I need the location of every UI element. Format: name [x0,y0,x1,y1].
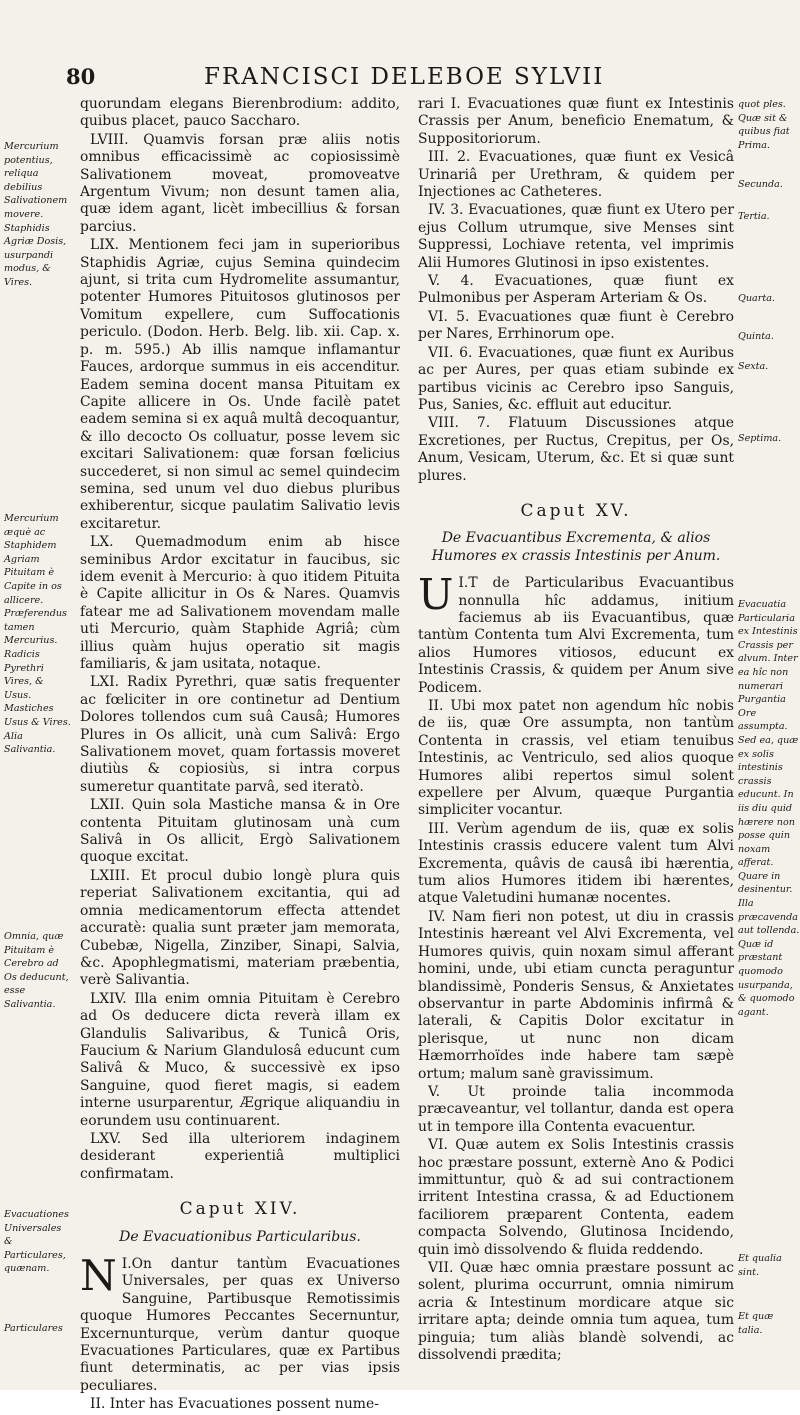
paragraph-VII: VII. 6. Evacuationes, quæ fiunt ex Auribus ac per Aures, per quas etiam subinde ex partibus vicinis ac Cerebro ipso Sanguis, Pus, Sanies, &c. effluit aut educitur. [418,344,734,413]
margin-note-left-3: Omnia, quæ Pituitam è Cerebro ad Os deducunt, esse Salivantia. [4,931,69,1010]
paragraph-LIX: LIX. Mentionem feci jam in superioribus Staphidis Agriæ, cujus Semina quindecim ajunt, si trita cum Hydromelite assumantur, potenter Humores Pituitosos glutinosos per Vomitum expellere, cum Suffocationis periculo. (Dodon. Herb. Belg. lib. xii. Cap. x. p. m. 595.) Ab illis namque inflamantur Fauces, ardorque summus in eis accenditur. Eadem semina docent mansa Pituitam ex Capite allicere in Os. Unde facilè patet eadem semina si ex aquâ multâ decoquantur, & illo decocto Os colluatur, posse levem sic excitari Salivationem: quæ forsan fœlicius succederet, si non simul ac semel quindecim semina, sed unum vel duo diebus pluribus exhiberentur, sicque paulatim Salivatio levis excitaretur. [80,237,400,532]
margin-note-right-3: Tertia. [738,211,770,222]
paragraph-VI: VI. Quæ autem ex Solis Intestinis crassis hoc præstare possunt, externè Ano & Podici immittuntur, quò & ad sui contractionem irritent Intestina crassa, & ad Eductionem faciliorem præparent Contenta, eadem compacta Solvendo, Glutinosa Incidendo, quin imò dissolvendo & fluida reddendo. [418,1137,734,1258]
paragraph-LXV: LXV. Sed illa ulteriorem indaginem desiderant experientiâ multiplici confirmatam. [80,1130,400,1182]
margin-note-right-6: Sexta. [738,361,769,372]
margin-note-right-5: Quinta. [738,331,774,342]
page-header [66,64,716,92]
margin-note-left-4: Evacuationes Universales & Particulares, quænam. [4,1209,69,1275]
paragraph-II: II. Inter has Evacuationes possent nume- [90,1396,379,1413]
paragraph-LXII: LXII. Quin sola Mastiche mansa & in Ore contenta Pituitam glutinosam unà cum Salivâ in Os allicit, Ergò Salivationem quoque excitat. [80,797,400,866]
paragraph-V: V. 4. Evacuationes, quæ fiunt ex Pulmonibus per Asperam Arteriam & Os. [418,273,734,307]
paragraph-III: III. Verùm agendum de iis, quæ ex solis Intestinis crassis educere valent tum Alvi Excrementa, quâvis de causâ ibi hærentia, tum alios Humores itidem ibi hærentes, atque Valetudini humanæ nocentes. [418,820,734,907]
chapter-heading-xiv: Caput XIV. [179,1199,301,1220]
paragraph-IV: IV. Nam fieri non potest, ut diu in crassis Intestinis hæreant vel Alvi Excrementa, vel Humores quivis, quin noxam simul afferant homini, unde, ubi etiam cuncta peraguntur blandissimè, Ponderis Sensus, & Anxietates observantur in parte Abdominis infirmâ & laterali, & Capitis Dolor excitatur in plerisque, ut nunc non dicam Hæmorrhoïdes inde habere tam sæpè ortum; malum sanè gravissimum. [418,908,734,1082]
chapter-heading-xv: Caput XV. [520,500,632,521]
margin-note-right-1: quot ples. Quæ sit & quibus fiat Prima. [738,99,790,151]
page-number: 80 [66,64,96,89]
drop-cap: U [418,570,454,620]
margin-note-left-2: Mercurium æquè ac Staphidem Agriam Pituitam è Capite in os allicere. Præferendus tamen Mercurius. Radicis Pyrethri Vires, & Usus. Mastiches Usus & Vires. Alia Salivantia. [4,513,71,756]
paragraph-VIII: VIII. 7. Flatuum Discussiones atque Excretiones, per Ructus, Crepitus, per Os, Anum, Vesicam, Uterum, &c. Et si quæ sunt plures. [418,415,734,484]
chapter-subheading-xiv: De Evacuationibus Particularibus. [119,1228,361,1245]
paragraph-LXIII: LXIII. Et procul dubio longè plura quis reperiat Salivationem excitantia, qui ad omnia medicamentorum effecta attendet accuratè: qualia sunt præter jam memorata, Cubebæ, Nigella, Zinziber, Sinapi, Salvia, &c. Apophlegmatismi, materiam præbentia, verè Salivantia. [80,867,400,989]
chapter-subheading-xv: De Evacuantibus Excrementa, & alios Humores ex crassis Intestinis per Anum. [431,530,721,564]
paragraph-II: II. Ubi mox patet non agendum hîc nobis de iis, quæ Ore assumpta, non tantùm Contenta in crassis, vel etiam tenuibus Intestinis, ac Ventriculo, sed alios quoque Humores alibi repertos simul solent expellere per Alvum, quæque Purgantia simpliciter vocantur. [418,698,734,819]
margin-note-right-9: Et qualia sint. [738,1253,782,1278]
paragraph-number: I. [121,1256,132,1272]
paragraph-LX: LX. Quemadmodum enim ab hisce seminibus Ardor excitatur in faucibus, sic idem evenit à Mercurio: à quo itidem Pituita è Capite allicitur in Os & Nares. Quamvis fatear me ad Salivationem movendam malle uti Mercurio, quàm Staphide Agriâ; cùm illius quàm hujus operatio sit magis familiaris, & jam usitata, notaque. [80,534,400,672]
paragraph-number: I. [458,575,469,592]
paragraph-LXI: LXI. Radix Pyrethri, quæ satis frequenter ac fœliciter in ore continetur ad Dentium Dolores tollendos cum suâ Causâ; Humores Plures in Os allicit, unà cum Salivâ: Ergo Salivationem movet, quam fortassis moveret diutiùs & copiosiùs, si intra corpus sumeretur quantitate parvâ, sed iteratò. [80,674,400,795]
paragraph-V: V. Ut proinde talia incommoda præcaveantur, vel tollantur, danda est opera ut in tempore illa Contenta evacuentur. [418,1083,734,1135]
paragraph-I [80,1251,400,1395]
drop-cap: N [80,1251,117,1300]
paragraph-III: III. 2. Evacuationes, quæ fiunt ex Vesicâ Urinariâ per Urethram, & quidem per Injectiones ac Catheteres. [418,149,734,201]
paragraph-LXIV: LXIV. Illa enim omnia Pituitam è Cerebro ad Os deducere dicta reverà illam ex Glandulis Salivaribus, & Tunicâ Oris, Faucium & Narium Glandulosâ educunt cum Salivâ & Muco, & successivè ex ipso Sanguine, quod fieret magis, si eadem interne usurparentur, Ægrique aliquandiu in eorundem usu continuarent. [80,990,400,1129]
margin-note-right-2: Secunda. [738,179,783,190]
margin-note-right-8: Evacuatia Particularia ex Intestinis Crassis per alvum. Inter ea hîc non numerari Purgantia Ore assumpta. Sed ea, quæ ex solis intestinis crassis educunt. In iis diu quid hærere non posse quin noxam afferat. Quare in desinentur. Illa præcavenda aut tollenda. Quæ id præstant quomodo usurpanda, & quomodo agant. [738,599,800,1018]
paragraph: quorundam elegans Bierenbrodium: addito, quibus placet, pauco Saccharo. [80,96,400,130]
paragraph-text: T de Particularibus Evacuantibus nonnulla hîc addamus, initium faciemus ab iis Evacuantibus, quæ tantùm Contenta tum Alvi Excrementa, tum alios Humores vitiosos, educunt ex Intestinis Crassis, & quidem per Anum sive Podicem. [418,575,734,696]
paragraph-I [418,570,734,697]
margin-note-left-5: Particulares [4,1323,63,1334]
margin-note-left-1: Mercurium potentius, reliqua debilius Salivationem movere. Staphidis Agriæ Dosis, usurpandi modus, & Vires. [4,141,68,288]
right-column [418,96,734,1365]
margin-note-right-7: Septima. [738,433,782,444]
left-column [80,96,400,1415]
margin-note-right-10: Et quæ talia. [738,1311,774,1336]
running-title: FRANCISCI DELEBOE SYLVII [204,64,605,90]
paragraph-text: On dantur tantùm Evacuationes Universales, per quas ex Universo Sanguine, Partibusque Remotissimis quoque Humores Peccantes Secernuntur, Excernunturque, verùm dantur quoque Evacuationes Particulares, quæ ex Partibus fiunt determinatis, ac per vias ipsis peculiares. [80,1256,400,1394]
margin-note-right-4: Quarta. [738,293,775,304]
paragraph-LVIII: LVIII. Quamvis forsan præ aliis notis omnibus efficacissimè ac copiosissimè Salivationem moveat, promoveatve Argentum Vivum; non desunt tamen alia, quæ idem agant, licèt imbecillius & forsan parcius. [80,131,400,235]
paragraph: rari I. Evacuationes quæ fiunt ex Intestinis Crassis per Anum, beneficio Enematum, & Suppositoriorum. [418,96,734,147]
paragraph-VI: VI. 5. Evacuationes quæ fiunt è Cerebro per Nares, Errhinorum ope. [418,308,734,343]
paragraph-VII: VII. Quæ hæc omnia præstare possunt ac solent, plurima occurrunt, omnia nimirum acria & Intestinum mordicare atque sic irritare apta; deinde omnia tum aquea, tum pinguia; tum aliàs blandè solvendi, ac dissolvendi prædita; [418,1260,734,1364]
paragraph-IV: IV. 3. Evacuationes, quæ fiunt ex Utero per ejus Collum utrumque, sive Menses sint Suppressi, Lochiave retenta, vel imprimis Alii Humores Glutinosi in ipso existentes. [418,202,734,271]
